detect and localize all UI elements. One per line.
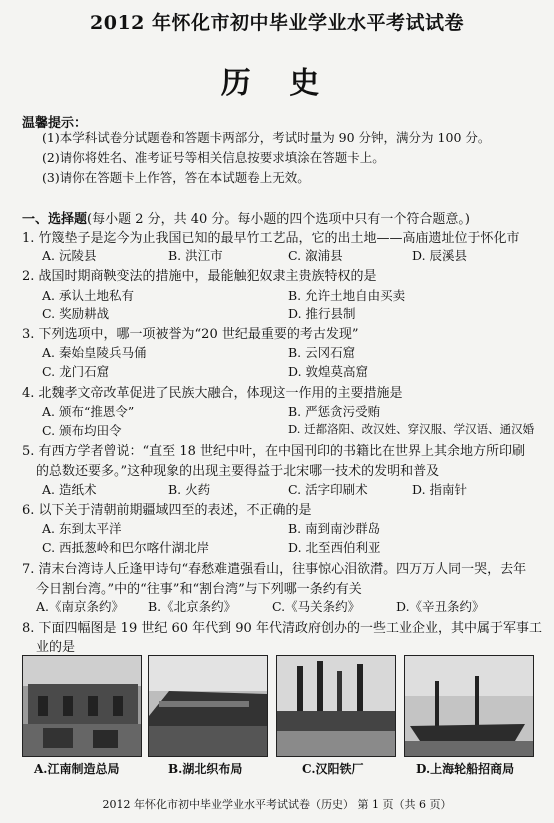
option: B. 南到南沙群岛 — [288, 521, 381, 536]
option: B. 洪江市 — [168, 248, 223, 263]
option: B. 允许土地自由买卖 — [288, 288, 406, 303]
option: D. 指南针 — [412, 482, 468, 497]
section-note: (每小题 2 分，共 40 分。每小题的四个选项中只有一个符合题意。) — [87, 212, 471, 227]
photo-hubei-textile-bureau — [148, 655, 268, 757]
image-caption: D.上海轮船招商局 — [416, 762, 515, 776]
question-stem: 2. 战国时期商鞅变法的措施中，最能触犯奴隶主贵族特权的是 — [22, 269, 377, 284]
question-stem: 1. 竹篾垫子是迄今为止我国已知的最早竹工艺品，它的出土地——高庙遗址位于怀化市 — [22, 231, 520, 246]
question-stem: 3. 下列选项中，哪一项被誉为“20 世纪最重要的考古发现” — [22, 327, 359, 342]
option: D.《辛丑条约》 — [396, 599, 485, 614]
image-caption: A.江南制造总局 — [34, 762, 120, 776]
option: B. 严惩贪污受贿 — [288, 404, 381, 419]
question-stem: 业的是 — [36, 640, 76, 655]
tip-item: (2)请你将姓名、准考证号等相关信息按要求填涂在答题卡上。 — [42, 150, 385, 165]
option: C.《马关条约》 — [272, 599, 361, 614]
section-heading — [22, 208, 470, 227]
option: B. 云冈石窟 — [288, 345, 356, 360]
photo-shanghai-steamship-merchants — [404, 655, 534, 757]
tip-item: (1)本学科试卷分试题卷和答题卡两部分，考试时量为 90 分钟，满分为 100 分。 — [42, 130, 491, 145]
photo-jiangnan-arsenal — [22, 655, 142, 757]
option: B. 火药 — [168, 482, 211, 497]
option: A. 东到太平洋 — [42, 521, 122, 536]
option: D. 推行县制 — [288, 306, 356, 321]
question-stem: 的总数还要多。”这种现象的出现主要得益于北宋哪一技术的发明和普及 — [36, 464, 440, 479]
page-footer: 2012 年怀化市初中毕业学业水平考试试卷（历史） 第 1 页（共 6 页） — [102, 798, 452, 811]
question-stem: 5. 有西方学者曾说：“直至 18 世纪中叶，在中国刊印的书籍比在世界上其余地方所印刷 — [22, 444, 525, 459]
option: A.《南京条约》 — [36, 599, 125, 614]
section-label: 一、选择题 — [22, 212, 88, 227]
option: C. 奖励耕战 — [42, 306, 110, 321]
tip-item: (3)请你在答题卡上作答，答在本试题卷上无效。 — [42, 170, 310, 185]
option: B.《北京条约》 — [148, 599, 237, 614]
option: A. 承认土地私有 — [42, 288, 134, 303]
subject-heading: 历 史 — [220, 66, 334, 101]
exam-title: 2012 年怀化市初中毕业学业水平考试试卷 — [90, 12, 464, 34]
image-caption: B.湖北织布局 — [168, 762, 243, 776]
option: A. 秦始皇陵兵马俑 — [42, 345, 147, 360]
option: D. 北至西伯利亚 — [288, 540, 381, 555]
question-stem: 4. 北魏孝文帝改革促进了民族大融合，体现这一作用的主要措施是 — [22, 386, 403, 401]
question-stem: 8. 下面四幅图是 19 世纪 60 年代到 90 年代清政府创办的一些工业企业，其中属于军事工 — [22, 621, 542, 636]
question-stem: 7. 清末台湾诗人丘逢甲诗句“春愁难遣强看山，往事惊心泪欲潸。四万万人同一哭，去年 — [22, 562, 527, 577]
option: C. 溆浦县 — [288, 248, 343, 263]
option: D. 迁都洛阳、改汉姓、穿汉服、学汉语、通汉婚 — [288, 422, 535, 436]
option: D. 辰溪县 — [412, 248, 468, 263]
question-stem: 今日割台湾。”中的“往事”和“割台湾”与下列哪一条约有关 — [36, 582, 362, 597]
question-stem: 6. 以下关于清朝前期疆域四至的表述，不正确的是 — [22, 503, 312, 518]
option: C. 颁布均田令 — [42, 423, 122, 438]
option: C. 西抵葱岭和巴尔喀什湖北岸 — [42, 540, 210, 555]
image-caption: C.汉阳铁厂 — [302, 762, 364, 776]
option: A. 沅陵县 — [42, 248, 97, 263]
option: A. 颁布“推恩令” — [42, 404, 135, 419]
photo-hanyang-ironworks — [276, 655, 396, 757]
option: A. 造纸术 — [42, 482, 97, 497]
tips-heading: 温馨提示： — [22, 116, 88, 131]
option: C. 活字印刷术 — [288, 482, 368, 497]
option: C. 龙门石窟 — [42, 364, 110, 379]
option: D. 敦煌莫高窟 — [288, 364, 369, 379]
